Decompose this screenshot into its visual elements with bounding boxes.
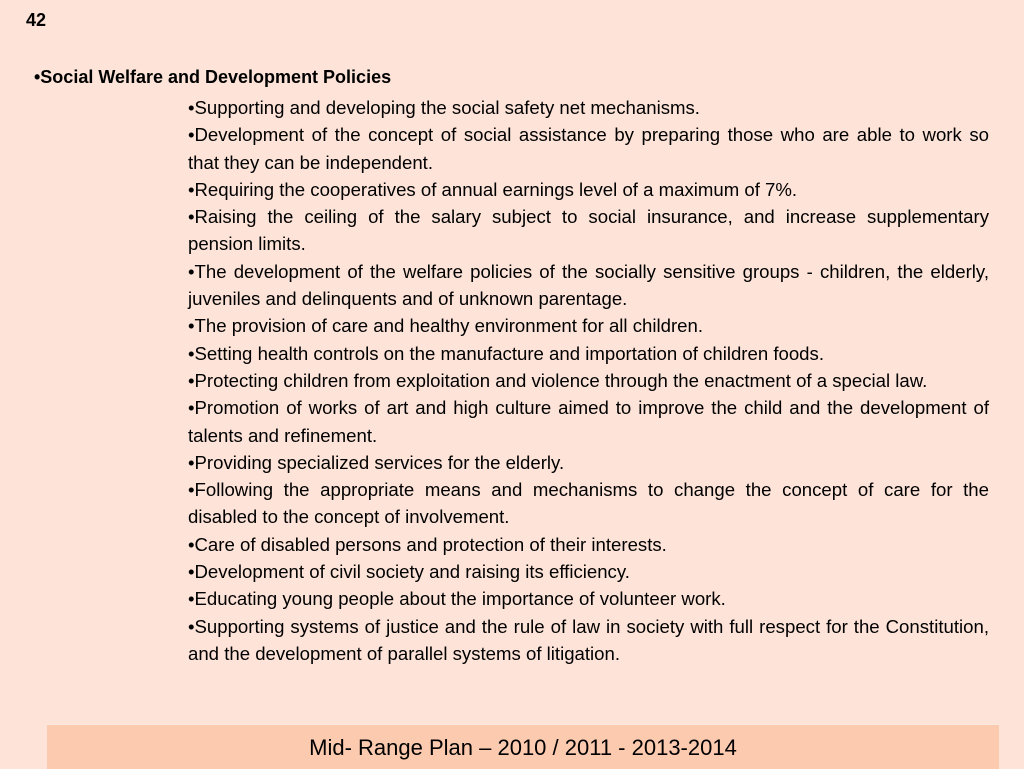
- footer-title: Mid- Range Plan – 2010 / 2011 - 2013-2014: [309, 735, 737, 760]
- list-item: •Supporting and developing the social safety net mechanisms.: [188, 97, 700, 118]
- page-number: 42: [26, 10, 47, 30]
- list-item: •The development of the welfare policies of the socially sensitive groups - children, the elderly, juveniles and delinquents and of unknown parentage.: [188, 260, 989, 310]
- list-item: •Educating young people about the importance of volunteer work.: [188, 588, 726, 610]
- list-item: •Development of civil society and raising its efficiency.: [188, 561, 630, 583]
- list-item: •Protecting children from exploitation and violence through the enactment of a special law.: [188, 369, 928, 391]
- list-item: •Raising the ceiling of the salary subject to social insurance, and increase supplementary pension limits.: [188, 206, 989, 255]
- list-item: •Setting health controls on the manufacture and importation of children foods.: [188, 342, 824, 364]
- section-heading: •Social Welfare and Development Policies: [34, 67, 392, 87]
- footer-bar: [47, 724, 999, 769]
- list-item: •Development of the concept of social assistance by preparing those who are able to work so that they can be independent.: [188, 124, 989, 173]
- list-item: •Providing specialized services for the elderly.: [188, 451, 565, 473]
- list-item: •The provision of care and healthy environment for all children.: [188, 315, 704, 337]
- list-item: •Requiring the cooperatives of annual earnings level of a maximum of 7%.: [188, 178, 798, 200]
- list-item: •Following the appropriate means and mechanisms to change the concept of care for the disabled to the concept of involvement.: [188, 479, 989, 528]
- list-item: •Supporting systems of justice and the rule of law in society with full respect for the Constitution, and the development of parallel systems of litigation.: [188, 615, 989, 664]
- list-item: •Promotion of works of art and high culture aimed to improve the child and the development of talents and refinement.: [188, 397, 989, 446]
- policy-list: [188, 94, 989, 667]
- list-item: •Care of disabled persons and protection of their interests.: [188, 533, 667, 555]
